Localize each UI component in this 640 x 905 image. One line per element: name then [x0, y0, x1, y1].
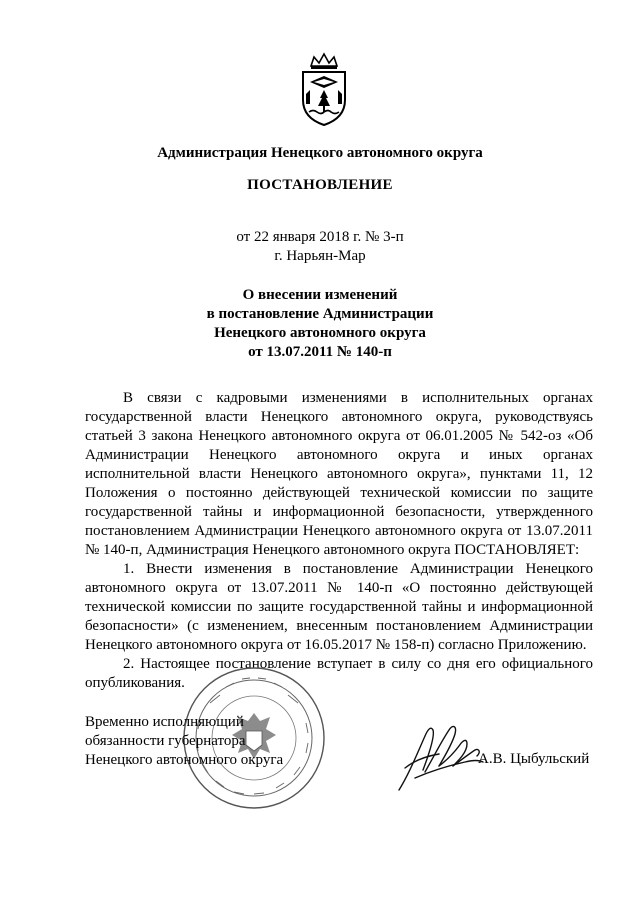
nenets-coat-of-arms-icon	[297, 52, 351, 128]
signatory-position-line: Временно исполняющий	[85, 714, 244, 730]
subject-line: в постановление Администрации	[206, 306, 434, 322]
body-paragraph-item-2: 2. Настоящее постановление вступает в силу со дня его официального опубликования.	[85, 656, 593, 691]
signatory-name: А.В. Цыбульский	[478, 751, 590, 767]
document-city: г. Нарьян-Мар	[274, 248, 366, 264]
handwritten-signature-icon	[395, 720, 485, 792]
signatory-position-line: обязанности губернатора	[85, 733, 246, 749]
signatory-position-line: Ненецкого автономного округа	[85, 752, 284, 768]
organization-title: Администрация Ненецкого автономного округа	[157, 145, 483, 161]
subject-line: Ненецкого автономного округа	[214, 325, 426, 341]
document-date-number: от 22 января 2018 г. № 3-п	[236, 229, 404, 245]
body-paragraph-item-1: 1. Внести изменения в постановление Администрации Ненецкого автономного округа от 13.07.2011 № 140-п «О постоянно действующей технической комиссии по защите государственной тайны и информационной безопасности» (с изменением, внесенным постановлением Администрации Ненецкого автономного округа от 16.05.2017 № 158-п) согласно Приложению.	[85, 561, 593, 653]
document-subject	[0, 286, 640, 362]
signatory-position	[85, 713, 283, 770]
document-body	[85, 389, 593, 693]
subject-line: от 13.07.2011 № 140-п	[248, 344, 392, 360]
subject-line: О внесении изменений	[242, 287, 398, 303]
body-paragraph-preamble: В связи с кадровыми изменениями в исполнительных органах государственной власти Ненецкого автономного округа, руководствуясь статьей 3 закона Ненецкого автономного округа от 06.01.2005 № 542-оз «Об Администрации Ненецкого автономного округа и иных органах исполнительной власти Ненецкого автономного округа», пунктами 11, 12 Положения о постоянно действующей технической комиссии по защите государственной тайны и информационной безопасности, утвержденного постановлением Администрации Ненецкого автономного округа от 13.07.2011 № 140-п, Администрация Ненецкого автономного округа ПОСТАНОВЛЯЕТ:	[85, 390, 593, 558]
document-type: ПОСТАНОВЛЕНИЕ	[247, 177, 393, 193]
